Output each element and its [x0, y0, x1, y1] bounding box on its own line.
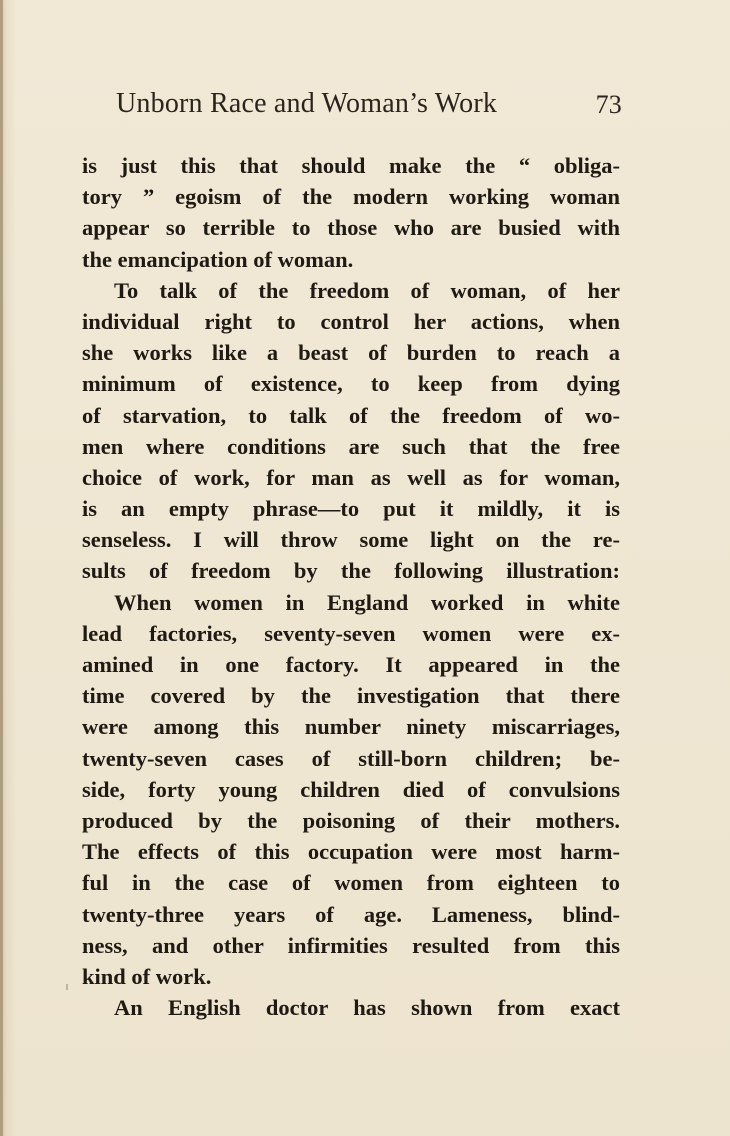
paragraph-start-line: To talk of the freedom of woman, of her [114, 277, 620, 303]
text-line: twenty-three years of age. Lameness, blind- [82, 901, 620, 927]
page-number: 73 [595, 90, 622, 119]
text-line: tory ” egoism of the modern working woman [82, 184, 620, 210]
running-head [116, 88, 626, 128]
text-line: senseless. I will throw some light on the re- [82, 527, 620, 553]
body-text [82, 150, 620, 1023]
paragraph-start-line: When women in England worked in white [114, 589, 620, 615]
text-line: ful in the case of women from eighteen to [82, 870, 620, 896]
text-line: choice of work, for man as well as for woman, [82, 464, 620, 490]
text-line: lead factories, seventy-seven women were ex- [82, 620, 620, 646]
running-title: Unborn Race and Woman’s Work [116, 88, 498, 119]
text-line: kind of work. [82, 963, 212, 989]
text-line: men where conditions are such that the free [82, 433, 620, 459]
text-line: is just this that should make the “ obliga- [82, 153, 620, 178]
text-line: the emancipation of woman. [82, 246, 354, 272]
text-line: side, forty young children died of convulsions [82, 776, 620, 802]
page-spine-edge [0, 0, 3, 1136]
text-line: minimum of existence, to keep from dying [82, 371, 620, 397]
text-line: twenty-seven cases of still-born children; be- [82, 745, 620, 771]
text-line: were among this number ninety miscarriages, [82, 714, 620, 740]
text-line: individual right to control her actions, when [82, 308, 620, 334]
text-line: sults of freedom by the following illustration: [82, 558, 620, 584]
page-speck [66, 984, 68, 990]
text-line: amined in one factory. It appeared in the [82, 652, 620, 677]
text-line: ness, and other infirmities resulted from this [82, 932, 620, 958]
text-line: The effects of this occupation were most harm- [82, 839, 620, 865]
paragraph-start-line: An English doctor has shown from exact [114, 995, 620, 1021]
text-line: of starvation, to talk of the freedom of wo- [82, 402, 620, 428]
text-line: she works like a beast of burden to reach a [82, 340, 620, 366]
text-line: appear so terrible to those who are busied with [82, 215, 620, 241]
text-line: is an empty phrase—to put it mildly, it is [82, 496, 620, 522]
text-line: time covered by the investigation that there [82, 683, 620, 709]
text-line: produced by the poisoning of their mothers. [82, 807, 620, 833]
